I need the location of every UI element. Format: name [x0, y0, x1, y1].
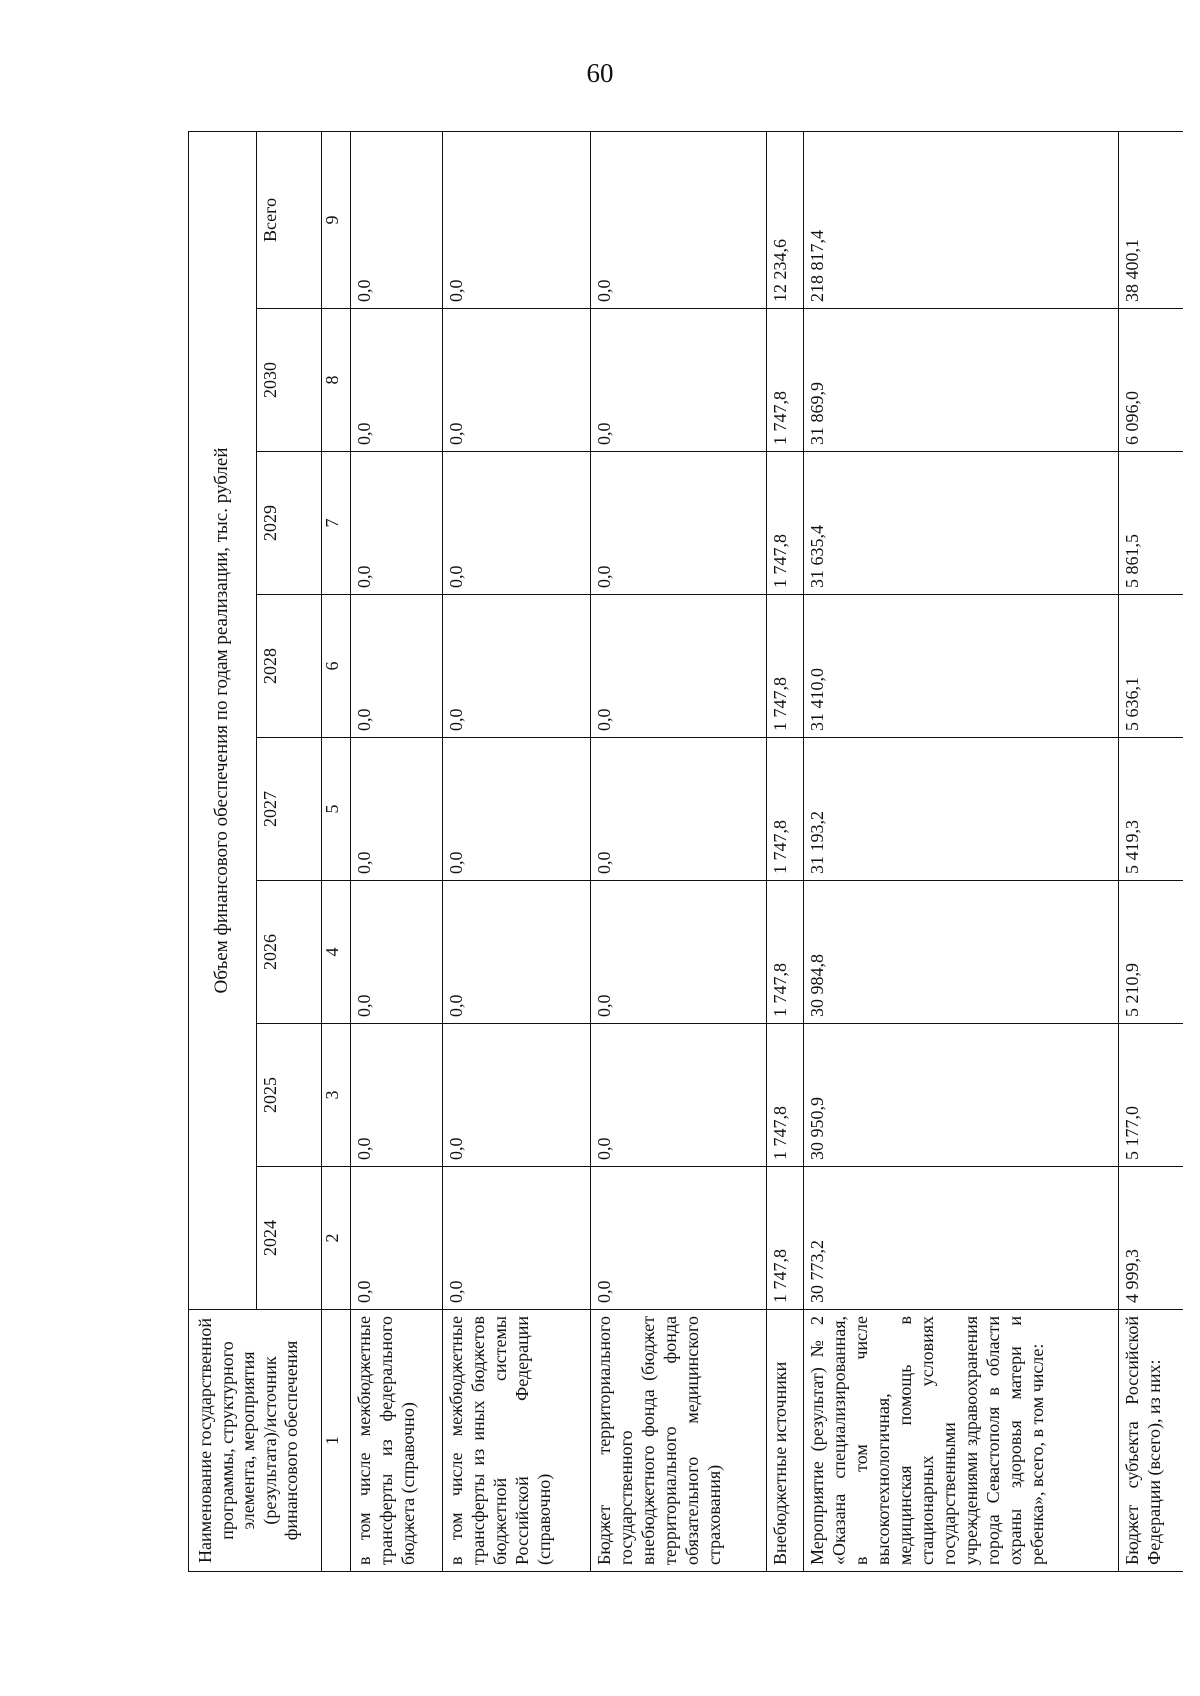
cell-value: 0,0 — [591, 1167, 767, 1310]
cell-value: 1 747,8 — [767, 738, 804, 881]
cell-value: 5 210,9 — [1119, 881, 1183, 1024]
cell-value: 0,0 — [591, 595, 767, 738]
column-number: 1 — [322, 1310, 351, 1572]
cell-value: 38 400,1 — [1119, 131, 1183, 308]
cell-value: 31 193,2 — [804, 738, 1119, 881]
column-number: 2 — [322, 1167, 351, 1310]
table-row — [350, 131, 442, 1571]
cell-value: 1 747,8 — [767, 881, 804, 1024]
cell-value: 31 635,4 — [804, 452, 1119, 595]
header-year-2024: 2024 — [256, 1167, 321, 1310]
cell-value: 1 747,8 — [767, 1024, 804, 1167]
cell-value: 0,0 — [350, 452, 442, 595]
cell-value: 5 636,1 — [1119, 595, 1183, 738]
rotated-table-wrapper — [188, 132, 1165, 1572]
table-row — [767, 131, 804, 1571]
column-number: 5 — [322, 738, 351, 881]
cell-value: 1 747,8 — [767, 452, 804, 595]
header-financing: Объем финансового обеспечения по годам реализации, тыс. рублей — [189, 131, 257, 1309]
cell-value: 1 747,8 — [767, 595, 804, 738]
column-number: 3 — [322, 1024, 351, 1167]
header-year-2027: 2027 — [256, 738, 321, 881]
cell-value: 31 869,9 — [804, 309, 1119, 452]
cell-value: 0,0 — [350, 738, 442, 881]
cell-value: 30 773,2 — [804, 1167, 1119, 1310]
header-year-2028: 2028 — [256, 595, 321, 738]
cell-value: 1 747,8 — [767, 309, 804, 452]
row-label: Бюджет субъекта Российской Федерации (всего), из них: — [1119, 1310, 1183, 1572]
cell-value: 218 817,4 — [804, 131, 1119, 308]
row-label: Мероприятие (результат) № 2 «Оказана специализированная, в том числе высокотехнологичная, медицинская помощь в стационарных условиях государственными учреждениями здравоохранения города Севастополя в области охраны здоровья матери и ребенка», всего, в том числе: — [804, 1310, 1119, 1572]
cell-value: 0,0 — [443, 1024, 591, 1167]
cell-value: 0,0 — [591, 452, 767, 595]
cell-value: 0,0 — [350, 1167, 442, 1310]
cell-value: 0,0 — [443, 452, 591, 595]
cell-value: 0,0 — [591, 309, 767, 452]
cell-value: 5 177,0 — [1119, 1024, 1183, 1167]
page-number: 60 — [586, 58, 614, 88]
cell-value: 0,0 — [443, 595, 591, 738]
cell-value: 0,0 — [443, 131, 591, 308]
column-number-row — [322, 131, 351, 1571]
cell-value: 0,0 — [443, 1167, 591, 1310]
cell-value: 0,0 — [443, 881, 591, 1024]
cell-value: 0,0 — [591, 1024, 767, 1167]
table-row — [1119, 131, 1183, 1571]
column-number: 9 — [322, 131, 351, 308]
header-total: Всего — [256, 131, 321, 308]
cell-value: 0,0 — [350, 131, 442, 308]
cell-value: 31 410,0 — [804, 595, 1119, 738]
cell-value: 0,0 — [350, 595, 442, 738]
cell-value: 5 419,3 — [1119, 738, 1183, 881]
header-name: Наименование государственной программы, структурного элемента, мероприятия (результата)/источник финансового обеспечения — [189, 1310, 322, 1572]
header-year-2029: 2029 — [256, 452, 321, 595]
header-year-2025: 2025 — [256, 1024, 321, 1167]
header-year-2026: 2026 — [256, 881, 321, 1024]
column-number: 8 — [322, 309, 351, 452]
cell-value: 30 984,8 — [804, 881, 1119, 1024]
cell-value: 0,0 — [350, 881, 442, 1024]
table-row — [804, 131, 1119, 1571]
cell-value: 0,0 — [591, 881, 767, 1024]
cell-value: 1 747,8 — [767, 1167, 804, 1310]
column-number: 7 — [322, 452, 351, 595]
column-number: 6 — [322, 595, 351, 738]
financing-table — [188, 131, 1183, 1572]
header-year-2030: 2030 — [256, 309, 321, 452]
row-label: в том числе межбюджетные трансферты из федерального бюджета (справочно) — [350, 1310, 442, 1572]
cell-value: 4 999,3 — [1119, 1167, 1183, 1310]
row-label: Бюджет территориального государственного внебюджетного фонда (бюджет территориального фонда обязательного медицинского страхования) — [591, 1310, 767, 1572]
cell-value: 6 096,0 — [1119, 309, 1183, 452]
table-row — [591, 131, 767, 1571]
cell-value: 0,0 — [350, 1024, 442, 1167]
cell-value: 0,0 — [443, 738, 591, 881]
cell-value: 0,0 — [443, 309, 591, 452]
row-label: Внебюджетные источники — [767, 1310, 804, 1572]
cell-value: 5 861,5 — [1119, 452, 1183, 595]
cell-value: 12 234,6 — [767, 131, 804, 308]
table-row — [443, 131, 591, 1571]
cell-value: 0,0 — [591, 131, 767, 308]
cell-value: 30 950,9 — [804, 1024, 1119, 1167]
column-number: 4 — [322, 881, 351, 1024]
cell-value: 0,0 — [591, 738, 767, 881]
row-label: в том числе межбюджетные трансферты из иных бюджетов бюджетной системы Российской Федерации (справочно) — [443, 1310, 591, 1572]
cell-value: 0,0 — [350, 309, 442, 452]
